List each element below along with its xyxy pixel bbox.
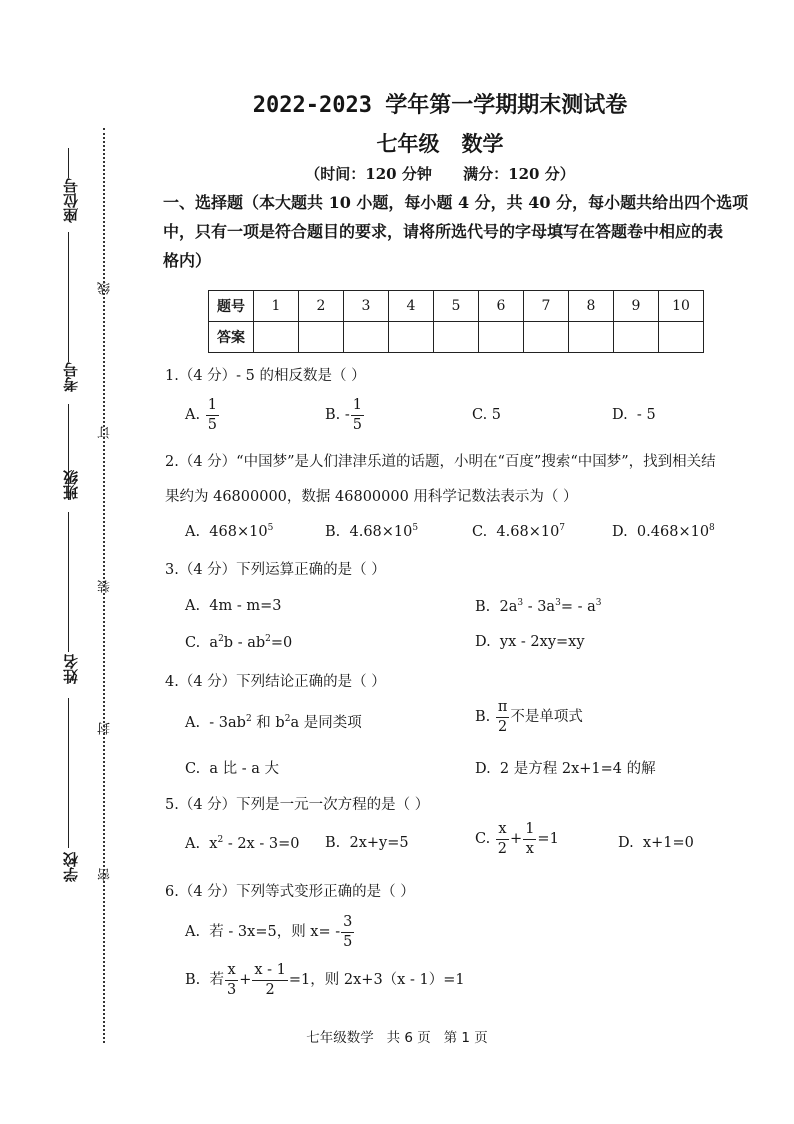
option-label: C. — [475, 831, 491, 847]
question-4-option-b — [475, 700, 583, 734]
exam-subject: 七年级 数学 — [376, 131, 504, 156]
denominator: 5 — [343, 933, 353, 950]
answer-table — [208, 290, 704, 353]
question-5-option-d: D. x+1=0 — [618, 835, 694, 851]
exponent: 2 — [265, 634, 271, 644]
binding-word-zhuang: 装 — [98, 580, 113, 593]
question-3-stem: 3.（4 分）下列运算正确的是（ ） — [165, 562, 386, 578]
expr: C. a — [185, 634, 219, 651]
option-text: D. 0.468×10 — [612, 523, 710, 540]
exponent: 8 — [709, 523, 715, 533]
expr: =0 — [270, 634, 293, 651]
fraction — [351, 398, 364, 432]
question-1-option-b — [325, 398, 365, 432]
plus-sign: + — [239, 972, 252, 988]
question-4-option-c: C. a 比 - a 大 — [185, 761, 280, 777]
school-label: 学校 — [62, 852, 80, 882]
exam-title: 2022-2023 学年第一学期期末测试卷 — [252, 93, 628, 118]
denominator: 2 — [265, 981, 275, 998]
section-instructions-line1: 一、选择题（本大题共 10 小题，每小题 4 分，共 40 分，每小题共给出四个选项 — [163, 193, 749, 212]
answer-cell — [344, 322, 389, 353]
denominator: 3 — [226, 981, 237, 998]
option-label: B. — [325, 407, 341, 423]
minus-sign: - — [344, 407, 350, 423]
question-3-option-d: D. yx - 2xy=xy — [475, 634, 585, 650]
question-number: 10 — [659, 291, 704, 322]
binding-word-ding: 订 — [98, 426, 113, 439]
expr: - 3a — [523, 598, 556, 615]
numerator: 3 — [341, 915, 354, 933]
question-2-option-c — [472, 523, 565, 540]
expr: B. 若 — [185, 972, 224, 988]
option-label: A. — [185, 407, 201, 423]
question-6-option-a — [185, 915, 355, 949]
question-2-option-d — [612, 523, 715, 540]
question-number: 7 — [524, 291, 569, 322]
binding-line — [68, 698, 69, 848]
question-3-option-c — [185, 634, 292, 651]
question-2-option-a — [185, 523, 273, 540]
question-number: 9 — [614, 291, 659, 322]
class-label: 班级 — [62, 470, 80, 500]
numerator: 1 — [523, 822, 536, 840]
question-4-option-d: D. 2 是方程 2x+1=4 的解 — [475, 761, 656, 777]
option-label: B. — [475, 709, 491, 725]
seat-number-label: 座位号 — [62, 178, 80, 223]
numerator: x — [496, 822, 509, 840]
denominator: 5 — [352, 416, 363, 433]
answer-cell — [254, 322, 299, 353]
expr: A. x — [185, 835, 218, 852]
plus-sign: + — [510, 831, 523, 847]
fraction — [523, 822, 536, 856]
table-header-question: 题号 — [209, 291, 254, 322]
fraction — [496, 822, 509, 856]
expr: A. 若 - 3x=5，则 x= - — [185, 924, 341, 940]
exponent: 2 — [245, 714, 252, 725]
table-row — [209, 322, 704, 353]
exponent: 3 — [517, 598, 524, 608]
answer-cell — [614, 322, 659, 353]
exam-number-label: 考号 — [62, 362, 80, 392]
exponent: 2 — [217, 835, 224, 845]
question-1-option-a — [185, 398, 220, 432]
expr: B. 2a — [475, 598, 518, 615]
option-text: B. 4.68×10 — [325, 523, 413, 540]
option-text: A. 468×10 — [185, 523, 268, 540]
table-row — [209, 291, 704, 322]
answer-cell — [434, 322, 479, 353]
option-text: C. 4.68×10 — [472, 523, 560, 540]
denominator: x — [525, 840, 534, 857]
question-1-stem: 1.（4 分）- 5 的相反数是（ ） — [165, 368, 366, 384]
page-footer: 七年级数学 共 6 页 第 1 页 — [306, 1030, 488, 1046]
expr: = - a — [560, 598, 596, 615]
numerator: 1 — [206, 398, 219, 416]
question-1-option-d: D. - 5 — [612, 407, 656, 423]
exam-time-info: （时间：120 分钟 满分：120 分） — [305, 165, 575, 183]
exponent: 5 — [267, 523, 274, 533]
question-4-option-a — [185, 711, 362, 732]
section-instructions-line3: 格内） — [163, 251, 212, 270]
expr: =1 — [537, 831, 559, 847]
numerator: 1 — [351, 398, 364, 416]
question-number: 2 — [299, 291, 344, 322]
numerator: x — [225, 963, 238, 981]
numerator: π — [496, 700, 510, 718]
exponent: 7 — [559, 523, 566, 533]
expr: 和 b — [251, 715, 285, 731]
question-2-stem-line1: 2.（4 分）“中国梦”是人们津津乐道的话题，小明在“百度”搜索“中国梦”，找到相关结 — [165, 454, 716, 470]
binding-word-mi: 密 — [98, 868, 113, 881]
question-number: 8 — [569, 291, 614, 322]
fraction — [341, 915, 354, 949]
fraction — [225, 963, 238, 997]
question-6-stem: 6.（4 分）下列等式变形正确的是（ ） — [165, 884, 415, 900]
binding-word-feng: 封 — [98, 722, 113, 735]
binding-line — [68, 512, 69, 652]
question-number: 1 — [254, 291, 299, 322]
question-5-option-b: B. 2x+y=5 — [325, 835, 409, 851]
exponent: 3 — [595, 598, 602, 608]
binding-line — [68, 232, 69, 362]
name-label: 姓名 — [62, 654, 80, 684]
expr: A. - 3ab — [185, 715, 246, 731]
fraction — [252, 963, 288, 997]
question-3-option-b — [475, 598, 601, 615]
question-3-option-a: A. 4m - m=3 — [185, 598, 282, 614]
expr: - 2x - 3=0 — [223, 835, 300, 852]
numerator: x - 1 — [252, 963, 288, 981]
denominator: 2 — [497, 840, 508, 857]
expr: a 是同类项 — [290, 715, 362, 731]
denominator: 5 — [207, 416, 217, 433]
question-2-option-b — [325, 523, 418, 540]
binding-word-line: 线 — [98, 282, 113, 295]
question-5-stem: 5.（4 分）下列是一元一次方程的是（ ） — [165, 797, 430, 813]
expr: =1，则 2x+3（x - 1）=1 — [288, 972, 465, 988]
answer-cell — [659, 322, 704, 353]
answer-cell — [524, 322, 569, 353]
question-6-option-b — [185, 963, 465, 997]
fraction — [206, 398, 219, 432]
exponent: 2 — [284, 714, 291, 725]
question-number: 4 — [389, 291, 434, 322]
question-2-stem-line2: 果约为 46800000，数据 46800000 用科学记数法表示为（ ） — [165, 489, 578, 505]
exponent: 2 — [218, 634, 224, 644]
table-header-answer: 答案 — [209, 322, 254, 353]
expr: 不是单项式 — [510, 709, 583, 725]
binding-line — [68, 148, 69, 178]
section-instructions-line2: 中，只有一项是符合题目的要求，请将所选代号的字母填写在答题卷中相应的表 — [163, 222, 724, 241]
question-number: 3 — [344, 291, 389, 322]
question-5-option-c — [475, 822, 559, 856]
exponent: 5 — [412, 523, 419, 533]
denominator: 2 — [498, 718, 508, 735]
question-1-option-c: C. 5 — [472, 407, 502, 423]
question-5-option-a — [185, 835, 299, 852]
exponent: 3 — [555, 598, 561, 608]
fraction — [496, 700, 510, 734]
answer-cell — [299, 322, 344, 353]
binding-dotted-line — [103, 128, 105, 1043]
expr: b - ab — [223, 634, 266, 651]
question-number: 5 — [434, 291, 479, 322]
answer-cell — [389, 322, 434, 353]
answer-cell — [569, 322, 614, 353]
question-4-stem: 4.（4 分）下列结论正确的是（ ） — [165, 674, 386, 690]
question-number: 6 — [479, 291, 524, 322]
answer-cell — [479, 322, 524, 353]
